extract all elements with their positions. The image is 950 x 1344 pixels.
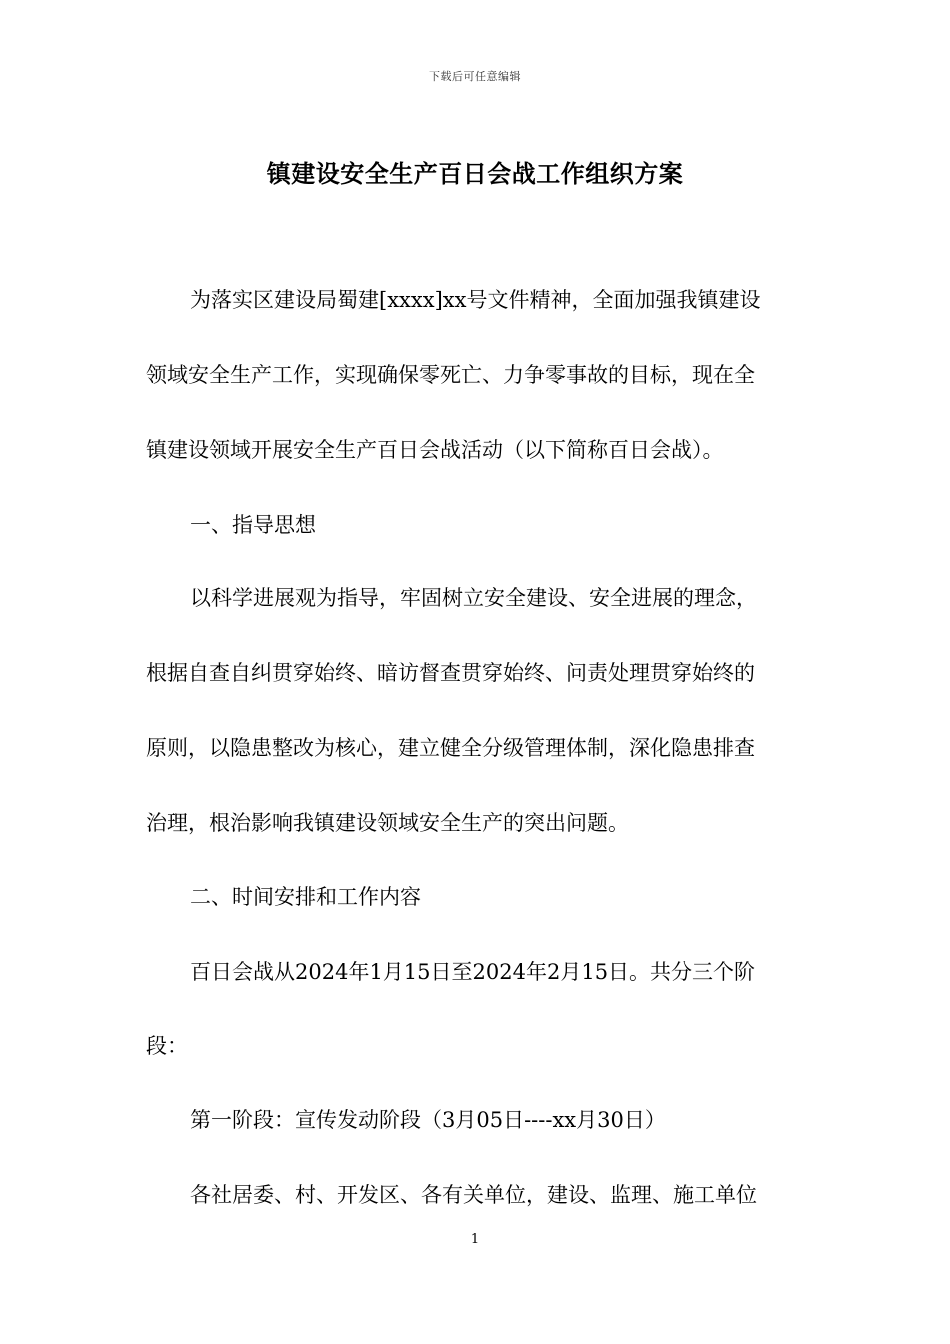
paragraph-line: 为落实区建设局蜀建[xxxx]xx号文件精神，全面加强我镇建设: [190, 288, 761, 312]
paragraph-line: 领域安全生产工作，实现确保零死亡、力争零事故的目标，现在全: [146, 363, 755, 387]
page-number: 1: [470, 1232, 480, 1247]
section-heading: 一、指导思想: [190, 513, 316, 537]
paragraph-line: 原则，以隐患整改为核心，建立健全分级管理体制，深化隐患排查: [146, 736, 755, 760]
paragraph-line: 百日会战从2024年1月15日至2024年2月15日。共分三个阶: [190, 960, 756, 984]
paragraph-line: 第一阶段：宣传发动阶段（3月05日----xx月30日）: [190, 1108, 666, 1132]
section-heading: 二、时间安排和工作内容: [190, 885, 421, 909]
paragraph-line: 镇建设领域开展安全生产百日会战活动（以下简称百日会战）。: [146, 438, 724, 462]
paragraph-line: 段：: [146, 1034, 188, 1058]
document-title: 镇建设安全生产百日会战工作组织方案: [266, 159, 684, 188]
paragraph-line: 以科学进展观为指导，牢固树立安全建设、安全进展的理念，: [190, 586, 757, 610]
paragraph-line: 根据自查自纠贯穿始终、暗访督查贯穿始终、问责处理贯穿始终的: [146, 661, 755, 685]
header-note: 下载后可任意编辑: [429, 70, 521, 83]
paragraph-line: 各社居委、村、开发区、各有关单位，建设、监理、施工单位: [190, 1183, 757, 1207]
paragraph-line: 治理，根治影响我镇建设领域安全生产的突出问题。: [146, 811, 629, 835]
